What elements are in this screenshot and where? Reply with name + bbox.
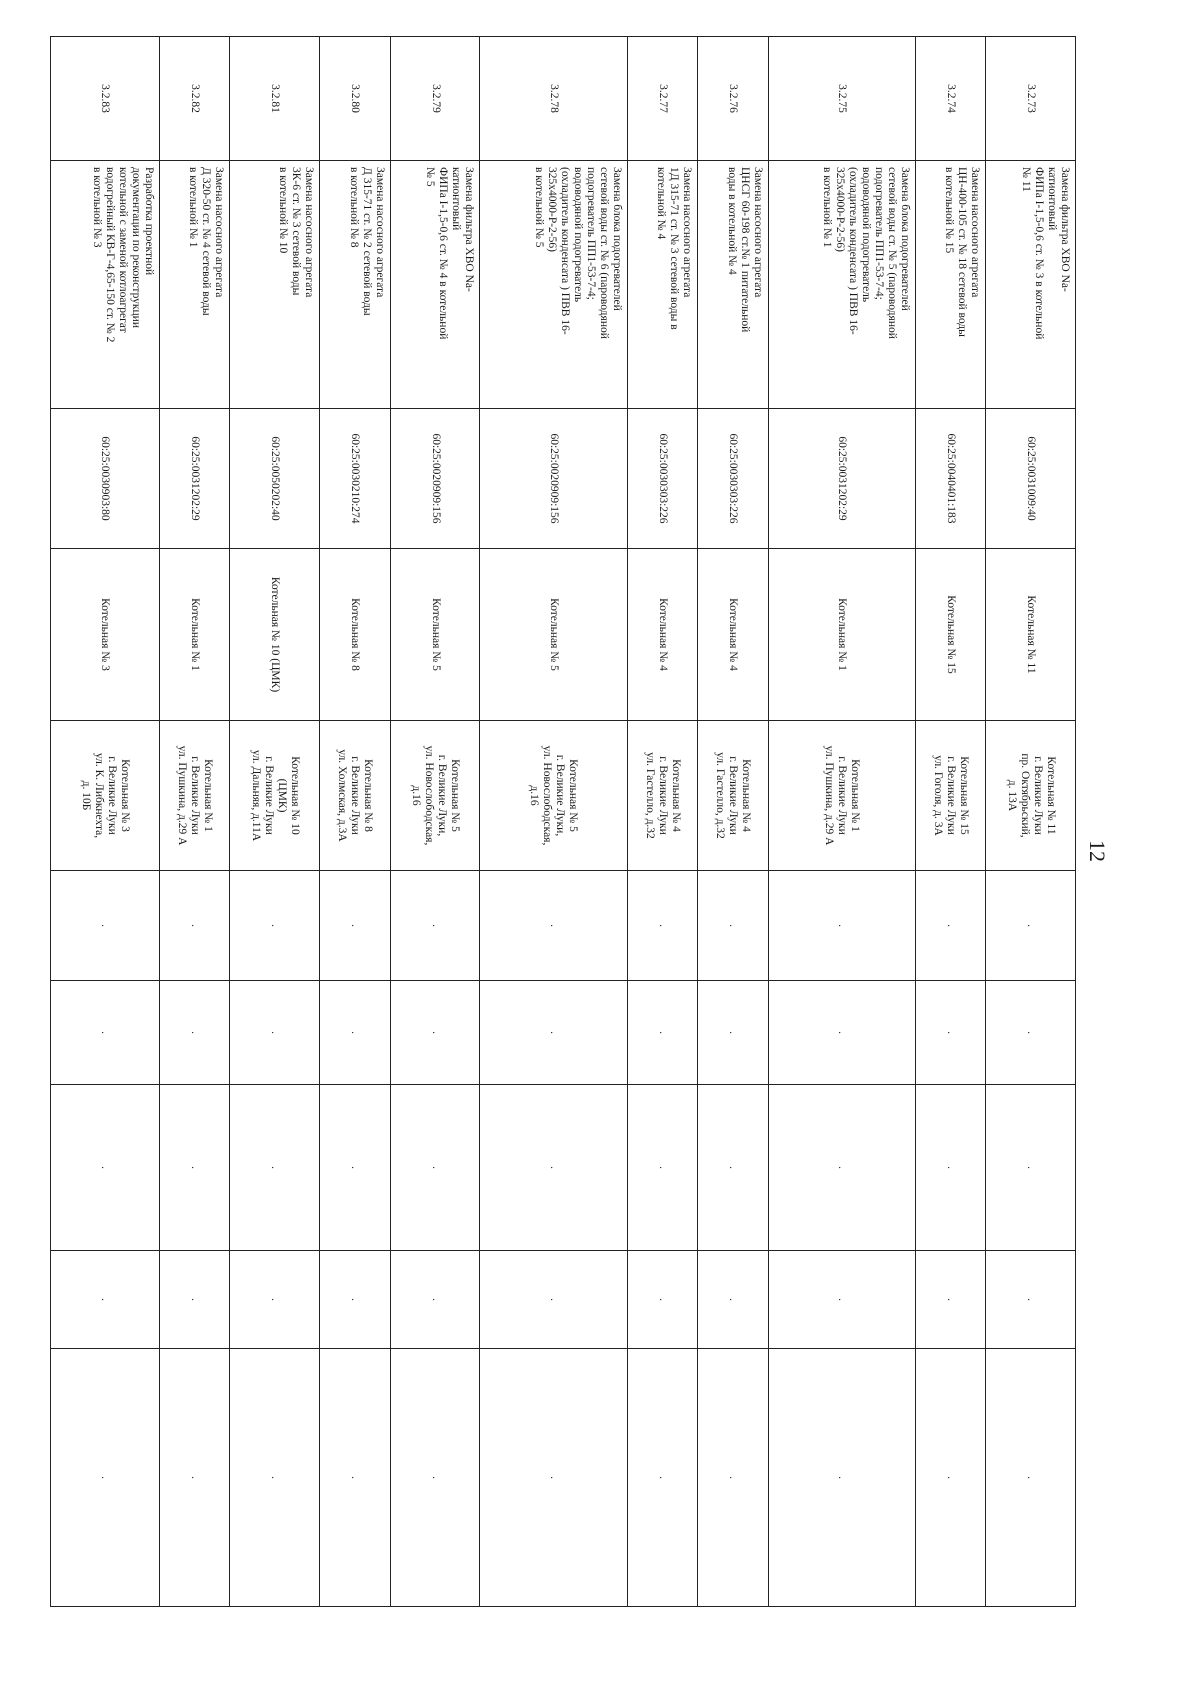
object-name: Котельная № 10 (ЦМК) [230, 549, 320, 721]
address-line: ул. Пушкина, д.29 А [823, 745, 836, 846]
value-placeholder-cell: . [230, 1251, 320, 1349]
work-title-line: в котельной № 3 [90, 167, 103, 248]
address-line: ул. К. Либкнехта, [92, 752, 105, 839]
address-line: Котельная № 5 [567, 759, 580, 832]
table-row [230, 37, 320, 1607]
address-line: ул. Гоголя, д. 3А [932, 755, 945, 836]
address-line: Котельная № 1 [849, 759, 862, 832]
object-name: Котельная № 4 [627, 549, 698, 721]
work-title-line: 3К-6 ст. № 3 сетевой воды [290, 167, 303, 296]
value-placeholder-cell: . [320, 1085, 391, 1251]
table-row [390, 37, 480, 1607]
work-title-line: Д 315-71 ст. № 2 сетевой воды [360, 167, 373, 316]
address-line: г. Великие Луки, [554, 754, 567, 837]
value-placeholder-cell: . [320, 1349, 391, 1607]
value-placeholder-cell: . [698, 981, 769, 1085]
value-placeholder-cell: . [627, 871, 698, 981]
value-placeholder-cell: . [320, 871, 391, 981]
value-placeholder-cell: . [768, 871, 915, 981]
work-title [390, 161, 480, 409]
address-line: Котельная № 5 [449, 759, 462, 832]
work-title-line: подогреватель ПП1-53-7-4; [872, 167, 885, 300]
work-title-line: (охладитель конденсата ) ПВВ 16- [558, 167, 571, 335]
value-placeholder-cell: . [390, 1251, 480, 1349]
work-title-line: катионтовый [450, 167, 463, 231]
address-line: г. Великие Луки, [436, 754, 449, 837]
value-placeholder-cell: . [915, 871, 986, 981]
work-title [230, 161, 320, 409]
work-title-line: № 5 [424, 167, 437, 187]
work-title-line: водогрейный КВ-Г-4,65-150 ст. № 2 [103, 167, 116, 343]
address-line: г. Великие Луки [656, 756, 669, 835]
object-address [768, 721, 915, 871]
row-number: 3.2.73 [986, 37, 1076, 161]
table-row [986, 37, 1076, 1607]
value-placeholder-cell: . [480, 1251, 627, 1349]
value-placeholder-cell: . [768, 1349, 915, 1607]
work-title-line: (охладитель конденсата ) ПВВ 16- [846, 167, 859, 335]
address-line: (ЦМК) [275, 778, 288, 813]
value-placeholder-cell: . [51, 981, 160, 1085]
address-line: ул. Гастелло, д.32 [714, 752, 727, 839]
address-line: д. 10Б [79, 780, 92, 811]
cadastral-number: 60:25:0030303:226 [698, 409, 769, 549]
work-title [768, 161, 915, 409]
value-placeholder-cell: . [230, 1085, 320, 1251]
value-placeholder-cell: . [480, 1085, 627, 1251]
work-title-line: Замена насосного агрегата [751, 167, 764, 298]
value-placeholder-cell: . [159, 1085, 230, 1251]
work-title-line: документации по реконструкции [129, 167, 142, 328]
address-line: Котельная № 3 [118, 759, 131, 832]
work-title-line: ЦНСГ 60-198 ст.№ 1 питательной [738, 167, 751, 333]
value-placeholder-cell: . [159, 1349, 230, 1607]
work-title-line: сетевой воды ст. № 5 (пароводяной [885, 167, 898, 339]
table-row [768, 37, 915, 1607]
object-name: Котельная № 15 [915, 549, 986, 721]
object-address [627, 721, 698, 871]
work-title-line: Замена насосного агрегата [681, 167, 694, 298]
work-title-line: Замена насосного агрегата [969, 167, 982, 298]
object-name: Котельная № 3 [51, 549, 160, 721]
value-placeholder-cell: . [915, 981, 986, 1085]
address-line: ул. Новослободская, [541, 745, 554, 846]
address-line: Котельная № 4 [740, 759, 753, 832]
value-placeholder-cell: . [51, 1085, 160, 1251]
value-placeholder-cell: . [230, 981, 320, 1085]
work-title-line: котельной № 4 [655, 167, 668, 240]
row-number: 3.2.75 [768, 37, 915, 161]
value-placeholder-cell: . [986, 981, 1076, 1085]
value-placeholder-cell: . [627, 1349, 698, 1607]
works-table [50, 36, 1076, 1607]
value-placeholder-cell: . [627, 981, 698, 1085]
rotated-table-container [50, 36, 1076, 1606]
address-line: д.16 [528, 785, 541, 806]
address-line: г. Великие Луки [189, 756, 202, 835]
address-line: д. 13А [1005, 779, 1018, 812]
value-placeholder-cell: . [698, 1251, 769, 1349]
row-number: 3.2.78 [480, 37, 627, 161]
work-title [915, 161, 986, 409]
value-placeholder-cell: . [480, 981, 627, 1085]
value-placeholder-cell: . [915, 1349, 986, 1607]
table-row [627, 37, 698, 1607]
value-placeholder-cell: . [51, 1251, 160, 1349]
value-placeholder-cell: . [51, 1349, 160, 1607]
table-body [51, 37, 1076, 1607]
value-placeholder-cell: . [915, 1251, 986, 1349]
work-title-line: Разработка проектной [142, 167, 155, 276]
work-title-line: ФИПа I-1,5-0,6 ст. № 3 в котельной [1033, 167, 1045, 340]
work-title [159, 161, 230, 409]
work-title [51, 161, 160, 409]
work-title-line: в котельной № 10 [277, 167, 290, 254]
value-placeholder-cell: . [159, 981, 230, 1085]
value-placeholder-cell: . [986, 871, 1076, 981]
address-line: г. Великие Луки [1031, 756, 1044, 835]
row-number: 3.2.80 [320, 37, 391, 161]
cadastral-number: 60:25:0020909:156 [480, 409, 627, 549]
value-placeholder-cell: . [915, 1085, 986, 1251]
address-line: Котельная № 4 [669, 759, 682, 832]
value-placeholder-cell: . [51, 871, 160, 981]
table-row [480, 37, 627, 1607]
row-number: 3.2.81 [230, 37, 320, 161]
address-line: ул. Дальняя, д.11А [249, 749, 262, 842]
value-placeholder-cell: . [768, 1085, 915, 1251]
value-placeholder-cell: . [159, 1251, 230, 1349]
address-line: д.16 [410, 785, 423, 806]
work-title-line: Замена фильтра ХВО Na- [463, 167, 476, 292]
cadastral-number: 60:25:0030303:226 [627, 409, 698, 549]
value-placeholder-cell: . [320, 981, 391, 1085]
value-placeholder-cell: . [698, 1349, 769, 1607]
object-name: Котельная № 1 [159, 549, 230, 721]
table-row [320, 37, 391, 1607]
object-address [230, 721, 320, 871]
object-address [986, 721, 1076, 871]
work-title-line: Замена насосного агрегата [303, 167, 316, 298]
address-line: Котельная № 10 [288, 756, 301, 835]
work-title-line: сетевой воды ст. № 6 (пароводяной [597, 167, 610, 339]
row-number: 3.2.76 [698, 37, 769, 161]
address-line: г. Великие Луки [349, 756, 362, 835]
value-placeholder-cell: . [627, 1085, 698, 1251]
table-row [698, 37, 769, 1607]
value-placeholder-cell: . [390, 1085, 480, 1251]
cadastral-number: 60:25:0050202:40 [230, 409, 320, 549]
row-number: 3.2.82 [159, 37, 230, 161]
row-number: 3.2.83 [51, 37, 160, 161]
work-title-line: № 11 [1020, 167, 1032, 192]
work-title-line: котельной с заменой котлоагрегат [116, 167, 129, 333]
work-title-line: в котельной № 15 [943, 167, 956, 254]
value-placeholder-cell: . [768, 1251, 915, 1349]
value-placeholder-cell: . [230, 1349, 320, 1607]
work-title-line: в котельной № 8 [347, 167, 360, 248]
value-placeholder-cell: . [698, 871, 769, 981]
object-address [51, 721, 160, 871]
address-line: ул. Новослободская, [423, 745, 436, 846]
object-name: Котельная № 1 [768, 549, 915, 721]
value-placeholder-cell: . [627, 1251, 698, 1349]
work-title-line: Замена насосного агрегата [373, 167, 386, 298]
object-address [320, 721, 391, 871]
value-placeholder-cell: . [768, 981, 915, 1085]
address-line: ул. Гастелло, д.32 [643, 752, 656, 839]
value-placeholder-cell: . [986, 1251, 1076, 1349]
address-line: Котельная № 11 [1044, 756, 1057, 835]
value-placeholder-cell: . [480, 871, 627, 981]
work-title-line: ФИПа I-1,5-0,6 ст. № 4 в котельной [437, 167, 450, 340]
work-title-line: воды в котельной № 4 [725, 167, 738, 275]
row-number: 3.2.77 [627, 37, 698, 161]
work-title-line: в котельной № 1 [187, 167, 200, 248]
object-name: Котельная № 11 [986, 549, 1076, 721]
object-address [698, 721, 769, 871]
work-title-line: в котельной № 1 [820, 167, 833, 248]
work-title [480, 161, 627, 409]
object-address [480, 721, 627, 871]
cadastral-number: 60:25:0030903:80 [51, 409, 160, 549]
row-number: 3.2.79 [390, 37, 480, 161]
cadastral-number: 60:25:0040401:183 [915, 409, 986, 549]
address-line: Котельная № 8 [362, 759, 375, 832]
row-number: 3.2.74 [915, 37, 986, 161]
value-placeholder-cell: . [480, 1349, 627, 1607]
cadastral-number: 60:25:0031202:29 [159, 409, 230, 549]
work-title-line: в котельной № 5 [532, 167, 545, 248]
address-line: ул. Пушкина, д.29 А [176, 745, 189, 846]
address-line: г. Великие Луки [727, 756, 740, 835]
work-title-line: водоводяной подогреватель [571, 167, 584, 303]
value-placeholder-cell: . [159, 871, 230, 981]
address-line: Котельная № 15 [958, 756, 971, 835]
work-title-line: 325х4000-Р-2-56) [833, 167, 846, 252]
object-name: Котельная № 8 [320, 549, 391, 721]
work-title-line: водоводяной подогреватель [859, 167, 872, 303]
address-line: ул. Холмская, д.3А [336, 749, 349, 842]
page-number: 12 [1085, 840, 1110, 862]
address-line: пр. Октябрьский, [1018, 753, 1031, 838]
object-address [915, 721, 986, 871]
work-title [986, 161, 1076, 409]
cadastral-number: 60:25:0030210:274 [320, 409, 391, 549]
work-title [320, 161, 391, 409]
work-title-line: Замена блока подогревателей [610, 167, 623, 311]
object-address [390, 721, 480, 871]
work-title [698, 161, 769, 409]
work-title-line: 325х4000-Р-2-56) [545, 167, 558, 252]
object-name: Котельная № 5 [390, 549, 480, 721]
work-title-line: катионтовый [1046, 167, 1058, 231]
cadastral-number: 60:25:0020909:156 [390, 409, 480, 549]
object-address [159, 721, 230, 871]
work-title-line: ЦН-400-105 ст. № 18 сетевой воды [956, 167, 969, 337]
work-title-line: Д 320-50 ст. № 4 сетевой воды [200, 167, 213, 316]
work-title-line: подогреватель ПП1-53-7-4; [584, 167, 597, 300]
address-line: г. Великие Луки [945, 756, 958, 835]
value-placeholder-cell: . [986, 1085, 1076, 1251]
work-title-line: Замена фильтра ХВО Na- [1059, 167, 1071, 292]
value-placeholder-cell: . [390, 981, 480, 1085]
table-row [51, 37, 160, 1607]
table-row [915, 37, 986, 1607]
work-title-line: 1Д 315-71 ст. № 3 сетевой воды в [668, 167, 681, 330]
address-line: г. Великие Луки [836, 756, 849, 835]
value-placeholder-cell: . [986, 1349, 1076, 1607]
work-title-line: Замена блока подогревателей [898, 167, 911, 311]
value-placeholder-cell: . [390, 1349, 480, 1607]
table-row [159, 37, 230, 1607]
cadastral-number: 60:25:0031202:29 [768, 409, 915, 549]
value-placeholder-cell: . [698, 1085, 769, 1251]
address-line: Котельная № 1 [202, 759, 215, 832]
value-placeholder-cell: . [230, 871, 320, 981]
value-placeholder-cell: . [390, 871, 480, 981]
work-title-line: Замена насосного агрегата [213, 167, 226, 298]
cadastral-number: 60:25:0031009:40 [986, 409, 1076, 549]
value-placeholder-cell: . [320, 1251, 391, 1349]
object-name: Котельная № 4 [698, 549, 769, 721]
address-line: г. Великие Луки [105, 756, 118, 835]
object-name: Котельная № 5 [480, 549, 627, 721]
work-title [627, 161, 698, 409]
address-line: г. Великие Луки [262, 756, 275, 835]
